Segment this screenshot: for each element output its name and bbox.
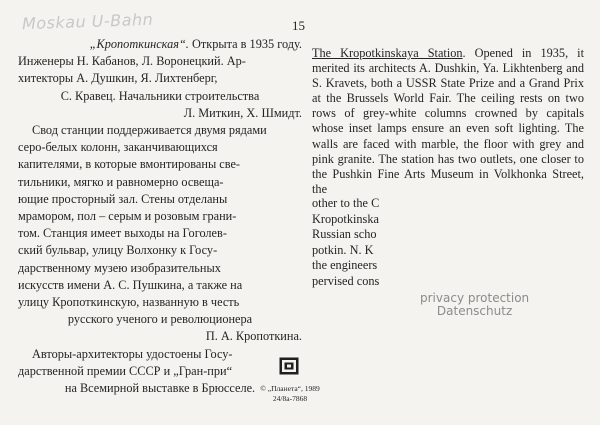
russian-line: улицу Кропоткинскую, названную в честь (18, 295, 240, 310)
english-fragment-lines (312, 196, 379, 290)
russian-title-line (18, 36, 302, 53)
english-fragment: Kropotkinska (312, 211, 379, 226)
russian-line: хитекторы А. Душкин, Я. Лихтенберг, (18, 71, 218, 86)
russian-line: капителями, в которые вмонтированы све- (18, 157, 241, 172)
privacy-watermark (420, 292, 529, 318)
russian-line: Л. Миткин, Х. Шмидт. (183, 105, 302, 120)
russian-line: русского ученого и революционера (67, 312, 253, 327)
watermark-line: Datenschutz (436, 304, 513, 318)
russian-line: мрамором, пол – серым и розовым грани- (18, 209, 237, 224)
english-station-title: The Kropotkinskaya Station (312, 46, 463, 60)
russian-line: С. Кравец. Начальники строительства (60, 88, 260, 103)
russian-line: на Всемирной выставке в Брюсселе. (64, 381, 256, 396)
english-fragment: other to the C (312, 196, 380, 210)
privacy-mask (382, 188, 594, 284)
page-number: 15 (292, 18, 305, 33)
publisher-logo-icon (279, 357, 299, 375)
russian-line: ющие просторный зал. Стены отделаны (18, 191, 228, 206)
handwritten-note: Moskau U-Bahn (21, 9, 154, 34)
russian-line: дарственному музею изобразительных (18, 260, 221, 275)
russian-line: тильники, мягко и равномерно освеща- (18, 174, 224, 189)
english-fragment: pervised cons (312, 273, 380, 288)
russian-station-title: „Кропоткинская“. (89, 37, 189, 51)
publisher-code: 24/8а-7868 (272, 394, 308, 403)
english-fragment: potkin. N. K (312, 242, 374, 257)
english-fragment: the engineers (312, 258, 378, 273)
english-fragment: Russian scho (312, 227, 377, 242)
english-text-column (312, 46, 584, 197)
russian-line: серо-белых колонн, заканчивающихся (18, 140, 218, 155)
watermark-line: privacy protection (420, 291, 530, 305)
russian-line: Авторы-архитекторы удостоены Госу- (32, 346, 233, 361)
russian-line: Открыта в 1935 году. (191, 37, 302, 51)
russian-line: Свод станции поддерживается двумя рядами (32, 123, 267, 138)
russian-line: ский бульвар, улицу Волхонку к Госу- (18, 243, 218, 258)
russian-line: искусств имени А. С. Пушкина, а также на (18, 277, 243, 292)
publisher-imprint (250, 384, 330, 404)
publisher-copyright: © „Планета“, 1989 (260, 384, 320, 393)
russian-line: дарственной премии СССР и „Гран-при“ (18, 363, 233, 378)
russian-line: Инженеры Н. Кабанов, Л. Воронецкий. Ар- (18, 54, 246, 69)
russian-line: П. А. Кропоткина. (205, 329, 302, 344)
russian-line: том. Станция имеет выходы на Гоголев- (18, 226, 227, 241)
english-body-text: . Opened in 1935, it merited its architects A. Dushkin, Ya. Likhtenberg and S. Kravets, both a USSR State Prize and a Grand Prix at the Brussels World Fair. The ceiling rests on two rows of grey-white columns crowned by capitals whose inset lamps ensure an even soft lighting. The walls are faced with marble, the floor with grey and pink granite. The station has two outlets, one closer to the Pushkin Fine Arts Museum in Volkhonka Street, the (312, 46, 584, 196)
russian-text-column (18, 36, 302, 397)
